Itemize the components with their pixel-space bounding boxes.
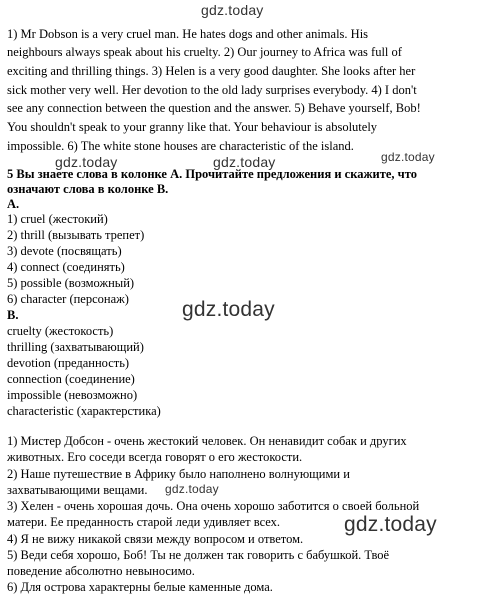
watermark: gdz.today [165,482,219,496]
text-line: 4) Я не вижу никакой связи между вопросом и ответом. [7,532,304,546]
text-line: impossible. 6) The white stone houses are characteristic of the island. [7,139,354,153]
column-b-item: impossible (невозможно) [7,388,138,402]
watermark: gdz.today [201,2,264,18]
text-line: 3) Хелен - очень хорошая дочь. Она очень хорошо заботится о своей больной [7,499,420,513]
watermark: gdz.today [182,298,275,321]
column-a-item: 1) cruel (жестокий) [7,212,108,226]
column-a-item: 3) devote (посвящать) [7,244,122,258]
column-a-item: 6) character (персонаж) [7,292,129,306]
column-b-item: connection (соединение) [7,372,135,386]
text-line: 6) Для острова характерны белые каменные дома. [7,580,273,594]
column-a-item: 4) connect (соединять) [7,260,125,274]
column-a-item: 2) thrill (вызывать трепет) [7,228,145,242]
text-line: exciting and thrilling things. 3) Helen is a very good daughter. She looks after her [7,64,416,78]
text-line: sick mother very well. Her devotion to the old lady surprises everybody. 4) I don't [7,83,417,97]
exercise-heading: 5 Вы знаете слова в колонке А. Прочитайте предложения и скажите, что [7,167,417,181]
text-line: You shouldn't speak to your granny like that. Your behaviour is absolutely [7,120,378,134]
text-line: поведение абсолютно невыносимо. [7,564,195,578]
exercise-heading: означают слова в колонке В. [7,182,169,196]
text-line: 1) Мистер Добсон - очень жестокий человек. Он ненавидит собак и других [7,434,407,448]
text-line: 1) Mr Dobson is a very cruel man. He hates dogs and other animals. His [7,27,369,41]
column-b-label: B. [7,308,19,322]
column-b-item: devotion (преданность) [7,356,130,370]
text-line: матери. Ее преданность старой леди удивляет всех. [7,515,281,529]
column-b-item: thrilling (захватывающий) [7,340,144,354]
column-a-item: 5) possible (возможный) [7,276,135,290]
watermark: gdz.today [381,150,435,164]
text-line: see any connection between the question and the answer. 5) Behave yourself, Bob! [7,101,421,115]
column-a-label: A. [7,197,20,211]
text-line: neighbours always speak about his cruelty. 2) Our journey to Africa was full of [7,45,402,59]
watermark: gdz.today [213,154,276,170]
watermark: gdz.today [55,154,118,170]
text-line: 2) Наше путешествие в Африку было наполнено волнующими и [7,467,350,481]
column-b-item: characteristic (характерстика) [7,404,161,418]
column-b-item: cruelty (жестокость) [7,324,114,338]
watermark: gdz.today [344,513,437,536]
text-line: 5) Веди себя хорошо, Боб! Ты не должен так говорить с бабушкой. Твоё [7,548,390,562]
text-line: захватывающими вещами. [7,483,148,497]
text-line: животных. Его соседи всегда говорят о его жестокости. [7,450,303,464]
